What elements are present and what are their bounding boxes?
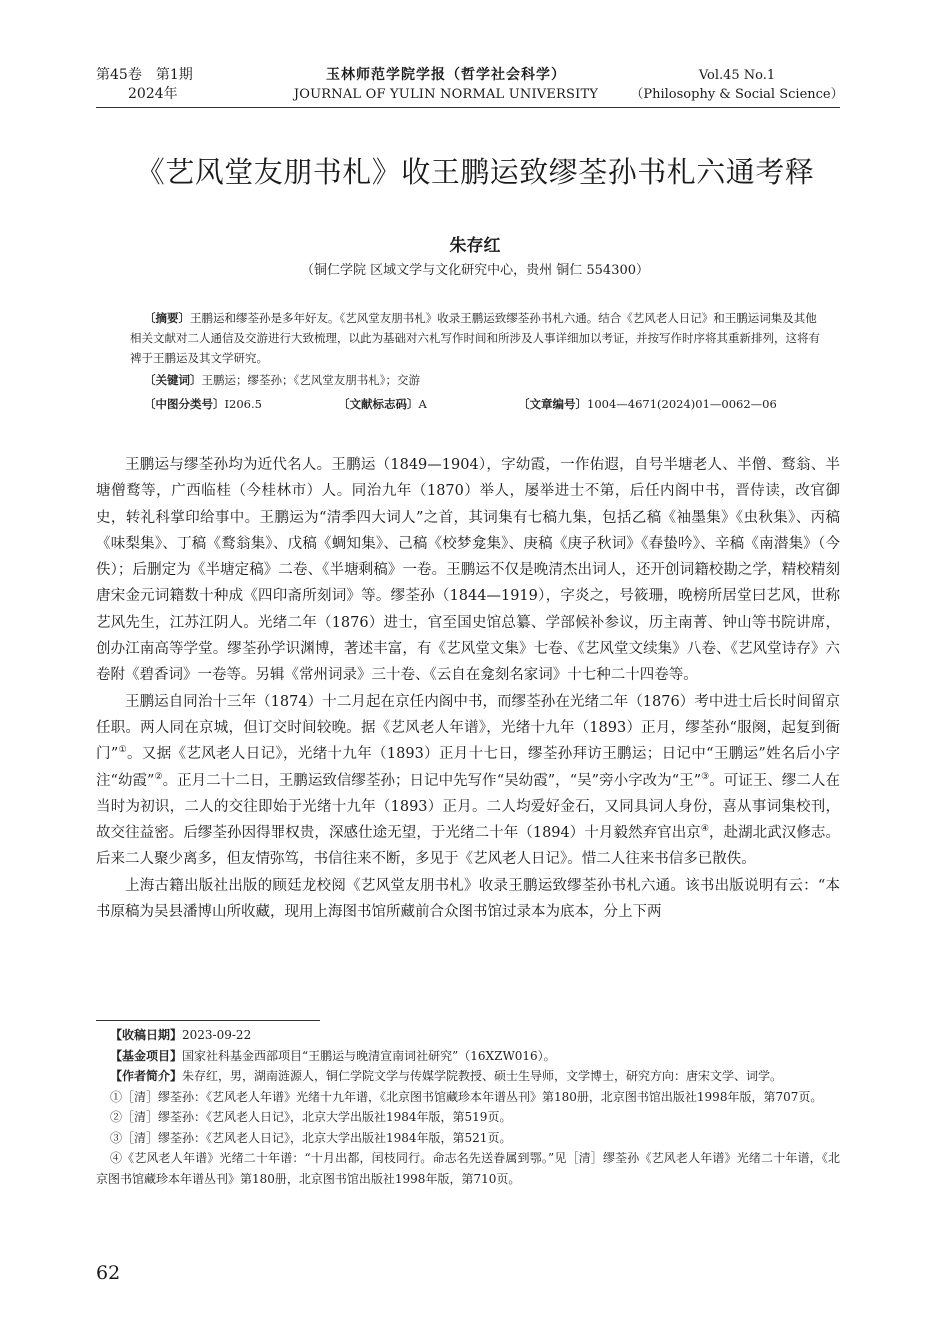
running-header: [96, 66, 844, 106]
p2-text-e: ，赴湖北武汉修志。后来二人聚少离多，但友情弥笃，书信往来不断，多见于《艺风老人日记》。惜二人往来书信多已散佚。: [96, 825, 840, 868]
body-text: [96, 452, 840, 925]
abstract-label: 〔摘要〕: [144, 311, 190, 325]
header-divider: [96, 107, 840, 108]
bio-label: 【作者简介】: [110, 1069, 183, 1083]
received-date: [96, 1025, 840, 1046]
fund-label: 【基金项目】: [110, 1048, 183, 1063]
abstract: [130, 308, 820, 368]
header-center: [286, 66, 606, 104]
author-bio: [96, 1066, 840, 1087]
p2-text-d: 。可证王、缪二人在当时为初识，二人的交往即始于光绪十九年（1893）正月。二人均爱好金石，又同具词人身份，喜从事词集校刊，故交往益密。后缪荃孙因得罪权贵，深感仕途无望，于光绪二十年（1894）十月毅然弃官出京: [96, 772, 840, 842]
fund-value: 国家社科基金西部项目“王鹏运与晚清宣南词社研究”（16XZW016）。: [182, 1048, 556, 1063]
section-en: （Philosophy & Social Science）: [630, 87, 844, 102]
footnote-4: ④《艺风老人年谱》光绪二十年谱：“十月出都，闰枝同行。命志名先送眷属到鄂。”见［清］缪荃孙《艺风老人年谱》光绪二十年谱，《北京图书馆藏珍本年谱丛刊》第180册，北京图书馆出版社1998年版，第710页。: [96, 1151, 840, 1186]
paragraph-2: [96, 689, 840, 873]
author-affiliation: （铜仁学院 区域文学与文化研究中心，贵州 铜仁 554300）: [300, 263, 650, 278]
keywords-label: 〔关键词〕: [144, 373, 202, 387]
clc-label: 〔中图分类号〕: [144, 397, 225, 411]
received-label: 【收稿日期】: [110, 1028, 183, 1042]
p2-text-b: 。又据《艺风老人日记》，光绪十九年（1893）正月十七日，缪荃孙拜访王鹏运；日记中“王鹏运”姓名后小字注“幼霞”: [96, 746, 840, 789]
page-number: 62: [96, 1262, 121, 1284]
footnote-1: ①［清］缪荃孙：《艺风老人年谱》光绪十九年谱，《北京图书馆藏珍本年谱丛刊》第180册，北京图书馆出版社1998年版，第707页。: [110, 1089, 823, 1104]
article-label: 〔文章编号〕: [518, 397, 587, 411]
footnote-ref-2[interactable]: ②: [154, 771, 163, 782]
clc-value: I206.5: [224, 397, 262, 411]
fund-project: [96, 1046, 840, 1067]
footnote-2: ②［清］缪荃孙：《艺风老人日记》，北京大学出版社1984年版，第519页。: [110, 1110, 512, 1124]
received-value: 2023-09-22: [182, 1028, 252, 1042]
journal-name-en: JOURNAL OF YULIN NORMAL UNIVERSITY: [293, 87, 599, 102]
header-right: [622, 66, 852, 104]
bio-value: 朱存红，男，湖南涟源人，铜仁学院文学与传媒学院教授、硕士生导师，文学博士，研究方向：唐宋文学、词学。: [182, 1069, 783, 1083]
keywords: [130, 370, 820, 390]
doc-value: A: [418, 397, 427, 411]
footnote-divider: [96, 1020, 320, 1021]
doc-label: 〔文献标志码〕: [338, 397, 419, 411]
paragraph-1: 王鹏运与缪荃孙均为近代名人。王鹏运（1849—1904），字幼霞，一作佑遐，自号半塘老人、半僧、鹜翁、半塘僧鹜等，广西临桂（今桂林市）人。同治九年（1870）举人，屡举进士不第，后任内阁中书，晋侍读，改官御史，转礼科掌印给事中。王鹏运为“清季四大词人”之首，其词集有七稿九集，包括乙稿《袖墨集》《虫秋集》、丙稿《味梨集》、丁稿《鹜翁集》、戊稿《蜩知集》、己稿《校梦龛集》、庚稿《庚子秋词》《春蛰吟》、辛稿《南潜集》（今佚）；后删定为《半塘定稿》二卷、《半塘剩稿》一卷。王鹏运不仅是晚清杰出词人，还开创词籍校勘之学，精校精刻唐宋金元词籍数十种成《四印斋所刻词》等。缪荃孙（1844—1919），字炎之，号筱珊，晚榜所居堂曰艺风，世称艺风先生，江苏江阴人。光绪二年（1876）进士，官至国史馆总纂、学部候补参议，历主南菁、钟山等书院讲席，创办江南高等学堂。缪荃孙学识渊博，著述丰富，有《艺风堂文集》七卷、《艺风堂文续集》八卷、《艺风堂诗存》六卷附《碧香词》一卷等。另辑《常州词录》三十卷、《云自在龛刻名家词》十七种二十四卷等。: [96, 457, 840, 684]
author-name: 朱存红: [449, 236, 501, 256]
footnote-ref-1[interactable]: ①: [118, 745, 128, 756]
header-left: [96, 66, 246, 104]
keywords-text: 王鹏运；缪荃孙；《艺风堂友朋书札》；交游: [201, 373, 420, 387]
doc-code: [338, 394, 427, 414]
article-value: 1004—4671(2024)01—0062—06: [587, 397, 777, 411]
abstract-block: [130, 308, 820, 416]
article-title: 《艺风堂友朋书札》收王鹏运致缪荃孙书札六通考释: [135, 155, 815, 189]
footnotes: [96, 1025, 840, 1189]
footnote-ref-4[interactable]: ④: [700, 824, 709, 835]
year: 2024年: [128, 86, 178, 102]
clc-number: [144, 394, 262, 414]
volume-issue: 第45卷 第1期: [96, 67, 193, 83]
journal-name-cn: 玉林师范学院学报（哲学社会科学）: [326, 67, 566, 83]
footnote-3: ③［清］缪荃孙：《艺风老人日记》，北京大学出版社1984年版，第521页。: [110, 1130, 512, 1145]
p2-text-c: 。正月二十二日，王鹏运致信缪荃孙；日记中先写作“吴幼霞”，“吴”旁小字改为“王”: [162, 772, 702, 789]
abstract-text: 王鹏运和缪荃孙是多年好友。《艺风堂友朋书札》收录王鹏运致缪荃孙书札六通。结合《艺风老人日记》和王鹏运词集及其他相关文献对二人通信及交游进行大致梳理，以此为基础对六札写作时间和所涉及人事详细加以考证，并按写作时序将其重新排列，这将有裨于王鹏运及其文学研究。: [130, 311, 820, 365]
classification-row: [130, 394, 820, 416]
footnote-ref-3[interactable]: ③: [701, 771, 710, 782]
article-number: [518, 394, 777, 414]
volume-en: Vol.45 No.1: [698, 68, 776, 83]
p2-text-a: 王鹏运自同治十三年（1874）十二月起在京任内阁中书，而缪荃孙在光绪二年（1876）考中进士后长时间留京任职。两人同在京城，但订交时间较晚。据《艺风老人年谱》，光绪十九年（1893）正月，缪荃孙“服阕，起复到衙门”: [96, 693, 840, 763]
paragraph-3: 上海古籍出版社出版的顾廷龙校阅《艺风堂友朋书札》收录王鹏运致缪荃孙书札六通。该书出版说明有云：“本书原稿为吴县潘博山所收藏，现用上海图书馆所藏前合众图书馆过录本为底本，分上下两: [96, 877, 840, 921]
